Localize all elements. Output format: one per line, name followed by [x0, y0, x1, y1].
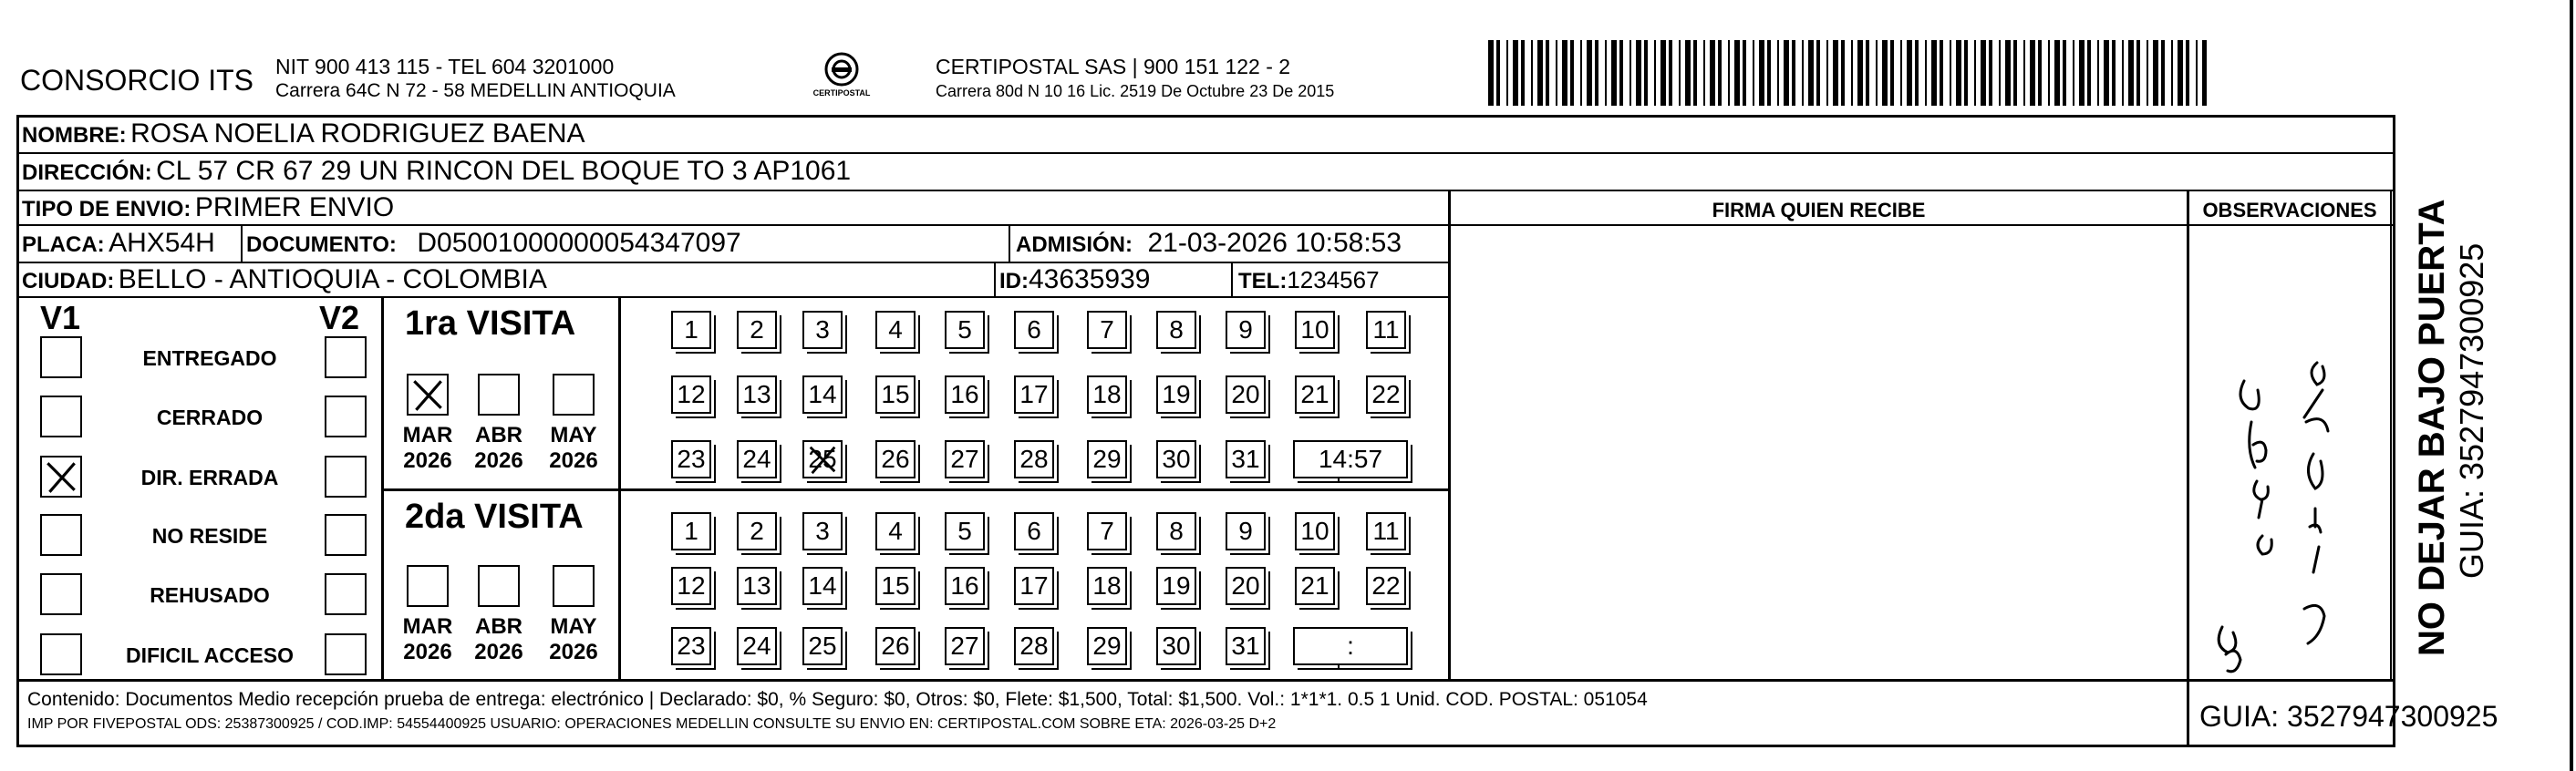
- company-name: CONSORCIO ITS: [20, 64, 254, 97]
- status-option-label: NO RESIDE: [151, 524, 268, 548]
- first-day-box[interactable]: 1: [671, 311, 711, 349]
- second-day-box[interactable]: 5: [945, 512, 985, 550]
- first-day-box[interactable]: 7: [1087, 311, 1127, 349]
- logo-text: CERTIPOSTAL: [812, 88, 871, 98]
- second-year-label: 2026: [403, 640, 452, 664]
- first-day-box[interactable]: 25: [802, 440, 843, 478]
- first-day-box[interactable]: 10: [1295, 311, 1335, 349]
- tipo-value: PRIMER ENVIO: [194, 192, 395, 222]
- v2-checkbox[interactable]: [325, 633, 367, 675]
- second-day-box[interactable]: 31: [1226, 627, 1266, 665]
- first-day-box[interactable]: 6: [1014, 311, 1054, 349]
- footer-guia: GUIA: 3527947300925: [2199, 700, 2498, 733]
- certipostal-address: Carrera 80d N 10 16 Lic. 2519 De Octubre 23 De 2015: [936, 82, 1335, 100]
- v2-checkbox[interactable]: [325, 514, 367, 556]
- second-day-box[interactable]: 8: [1156, 512, 1196, 550]
- tipo-row: [22, 192, 394, 223]
- second-day-box[interactable]: 30: [1156, 627, 1196, 665]
- second-time-box[interactable]: :: [1293, 627, 1408, 665]
- ciudad-label: CIUDAD:: [22, 269, 115, 293]
- tipo-label: TIPO DE ENVIO:: [22, 197, 191, 221]
- placa-label: PLACA:: [22, 232, 105, 257]
- first-day-box[interactable]: 18: [1087, 375, 1127, 414]
- id-cell: [999, 264, 1150, 295]
- first-day-box[interactable]: 30: [1156, 440, 1196, 478]
- status-option-label: REHUSADO: [150, 583, 270, 607]
- status-option-label: DIFICIL ACCESO: [125, 643, 294, 667]
- second-day-box[interactable]: 25: [802, 627, 843, 665]
- v1-label: V1: [40, 299, 81, 336]
- second-day-box[interactable]: 29: [1087, 627, 1127, 665]
- second-month-checkbox[interactable]: [407, 565, 449, 607]
- direccion-value: CL 57 CR 67 29 UN RINCON DEL BOQUE TO 3 AP1061: [156, 156, 852, 186]
- second-day-box[interactable]: 13: [737, 567, 777, 605]
- first-day-box[interactable]: 8: [1156, 311, 1196, 349]
- second-month-label: MAY: [550, 614, 597, 639]
- first-day-box[interactable]: 15: [875, 375, 916, 414]
- second-day-box[interactable]: 17: [1014, 567, 1054, 605]
- id-label: ID:: [999, 269, 1029, 293]
- status-option-label: ENTREGADO: [142, 346, 277, 370]
- second-day-box[interactable]: 11: [1366, 512, 1406, 550]
- status-option-label: CERRADO: [156, 406, 264, 429]
- handwritten-note: [2189, 226, 2390, 679]
- admision-cell: [1016, 228, 1402, 259]
- placa-value: AHX54H: [109, 228, 215, 258]
- first-year-label: 2026: [403, 448, 452, 473]
- nombre-label: NOMBRE:: [22, 123, 127, 148]
- admision-value: 21-03-2026 10:58:53: [1147, 228, 1402, 258]
- second-day-box[interactable]: 2: [737, 512, 777, 550]
- first-month-checkbox[interactable]: [478, 374, 520, 416]
- v1-checkbox[interactable]: [40, 514, 82, 556]
- first-day-box[interactable]: 2: [737, 311, 777, 349]
- ciudad-value: BELLO - ANTIOQUIA - COLOMBIA: [118, 264, 547, 294]
- second-day-box[interactable]: 14: [802, 567, 843, 605]
- v1-checkbox[interactable]: [40, 456, 82, 498]
- first-year-label: 2026: [549, 448, 598, 473]
- first-month-checkbox[interactable]: [553, 374, 595, 416]
- first-month-label: MAR: [402, 423, 453, 447]
- second-day-box[interactable]: 4: [875, 512, 916, 550]
- footer-imp: IMP POR FIVEPOSTAL ODS: 25387300925 / COD.IMP: 54554400925 USUARIO: OPERACIONES MEDELLIN CONSULTE SU ENVIO EN: CERTIPOSTAL.COM SOBRE ETA: 2026-03-25 D+2: [27, 716, 1277, 732]
- second-day-box[interactable]: 7: [1087, 512, 1127, 550]
- certipostal-logo: [810, 51, 874, 106]
- first-visit-label: 1ra VISITA: [405, 304, 576, 343]
- first-day-box[interactable]: 4: [875, 311, 916, 349]
- first-day-box[interactable]: 16: [945, 375, 985, 414]
- direccion-label: DIRECCIÓN:: [22, 160, 152, 185]
- tel-cell: [1238, 266, 1380, 294]
- first-day-box[interactable]: 13: [737, 375, 777, 414]
- second-day-box[interactable]: 16: [945, 567, 985, 605]
- company-address: Carrera 64C N 72 - 58 MEDELLIN ANTIOQUIA: [275, 80, 676, 101]
- second-day-box[interactable]: 24: [737, 627, 777, 665]
- direccion-row: [22, 156, 851, 187]
- second-day-box[interactable]: 19: [1156, 567, 1196, 605]
- second-month-label: MAR: [402, 614, 453, 639]
- first-day-box[interactable]: 20: [1226, 375, 1266, 414]
- barcode: [1488, 40, 2207, 106]
- second-day-box[interactable]: 21: [1295, 567, 1335, 605]
- v1-checkbox[interactable]: [40, 633, 82, 675]
- documento-value: D05001000000054347097: [417, 228, 741, 258]
- certipostal-line: CERTIPOSTAL SAS | 900 151 122 - 2: [936, 55, 1291, 78]
- second-day-box[interactable]: 15: [875, 567, 916, 605]
- first-day-box[interactable]: 11: [1366, 311, 1406, 349]
- first-day-box[interactable]: 27: [945, 440, 985, 478]
- first-month-label: ABR: [475, 423, 522, 447]
- second-day-box[interactable]: 18: [1087, 567, 1127, 605]
- first-day-box[interactable]: 12: [671, 375, 711, 414]
- second-year-label: 2026: [474, 640, 523, 664]
- second-day-box[interactable]: 26: [875, 627, 916, 665]
- first-day-box[interactable]: 23: [671, 440, 711, 478]
- tel-value: 1234567: [1287, 266, 1380, 293]
- first-time-box[interactable]: 14:57: [1293, 440, 1408, 478]
- placa-cell: [22, 228, 215, 259]
- footer-contenido: Contenido: Documentos Medio recepción prueba de entrega: electrónico | Declarado: $0, % Seguro: $0, Otros: $0, Flete: $1,500, Total: $1,500. Vol.: 1*1*1. 0.5 1 Unid. COD. POSTAL: 051054: [27, 689, 1648, 710]
- v1-checkbox[interactable]: [40, 396, 82, 437]
- first-day-box[interactable]: 22: [1366, 375, 1406, 414]
- admision-label: ADMISIÓN:: [1016, 232, 1133, 257]
- first-month-label: MAY: [550, 423, 597, 447]
- second-day-box[interactable]: 1: [671, 512, 711, 550]
- v1-checkbox[interactable]: [40, 573, 82, 615]
- first-day-box[interactable]: 21: [1295, 375, 1335, 414]
- first-day-box[interactable]: 5: [945, 311, 985, 349]
- nit-line: NIT 900 413 115 - TEL 604 3201000: [275, 55, 615, 78]
- first-day-box[interactable]: 14: [802, 375, 843, 414]
- second-year-label: 2026: [549, 640, 598, 664]
- second-day-box[interactable]: 3: [802, 512, 843, 550]
- first-day-box[interactable]: 19: [1156, 375, 1196, 414]
- v2-checkbox[interactable]: [325, 573, 367, 615]
- firma-label: FIRMA QUIEN RECIBE: [1712, 199, 1926, 221]
- id-value: 43635939: [1029, 264, 1151, 294]
- first-day-box[interactable]: 26: [875, 440, 916, 478]
- second-day-box[interactable]: 12: [671, 567, 711, 605]
- v1-checkbox[interactable]: [40, 336, 82, 378]
- tel-label: TEL:: [1238, 269, 1288, 293]
- first-day-box[interactable]: 31: [1226, 440, 1266, 478]
- v2-checkbox[interactable]: [325, 396, 367, 437]
- first-day-box[interactable]: 17: [1014, 375, 1054, 414]
- second-day-box[interactable]: 23: [671, 627, 711, 665]
- second-month-checkbox[interactable]: [478, 565, 520, 607]
- second-day-box[interactable]: 28: [1014, 627, 1054, 665]
- first-year-label: 2026: [474, 448, 523, 473]
- second-day-box[interactable]: 6: [1014, 512, 1054, 550]
- nombre-row: [22, 118, 585, 149]
- first-day-box[interactable]: 28: [1014, 440, 1054, 478]
- second-day-box[interactable]: 27: [945, 627, 985, 665]
- second-day-box[interactable]: 20: [1226, 567, 1266, 605]
- first-day-box[interactable]: 3: [802, 311, 843, 349]
- ciudad-cell: [22, 264, 547, 295]
- second-month-label: ABR: [475, 614, 522, 639]
- side-no-dejar: NO DEJAR BAJO PUERTA: [2412, 199, 2452, 656]
- second-day-box[interactable]: 22: [1366, 567, 1406, 605]
- second-day-box[interactable]: 10: [1295, 512, 1335, 550]
- second-month-checkbox[interactable]: [553, 565, 595, 607]
- first-day-box[interactable]: 24: [737, 440, 777, 478]
- first-day-box[interactable]: 9: [1226, 311, 1266, 349]
- second-visit-label: 2da VISITA: [405, 498, 584, 536]
- first-day-box[interactable]: 29: [1087, 440, 1127, 478]
- nombre-value: ROSA NOELIA RODRIGUEZ BAENA: [130, 118, 585, 149]
- documento-cell: [246, 228, 741, 259]
- observaciones-label: OBSERVACIONES: [2202, 199, 2377, 221]
- documento-label: DOCUMENTO:: [246, 232, 397, 257]
- second-day-box[interactable]: 9: [1226, 512, 1266, 550]
- v2-checkbox[interactable]: [325, 336, 367, 378]
- v2-checkbox[interactable]: [325, 456, 367, 498]
- side-guia: GUIA: 3527947300925: [2453, 242, 2490, 579]
- status-option-label: DIR. ERRADA: [140, 466, 279, 489]
- v2-label: V2: [319, 299, 360, 336]
- first-month-checkbox[interactable]: [407, 374, 449, 416]
